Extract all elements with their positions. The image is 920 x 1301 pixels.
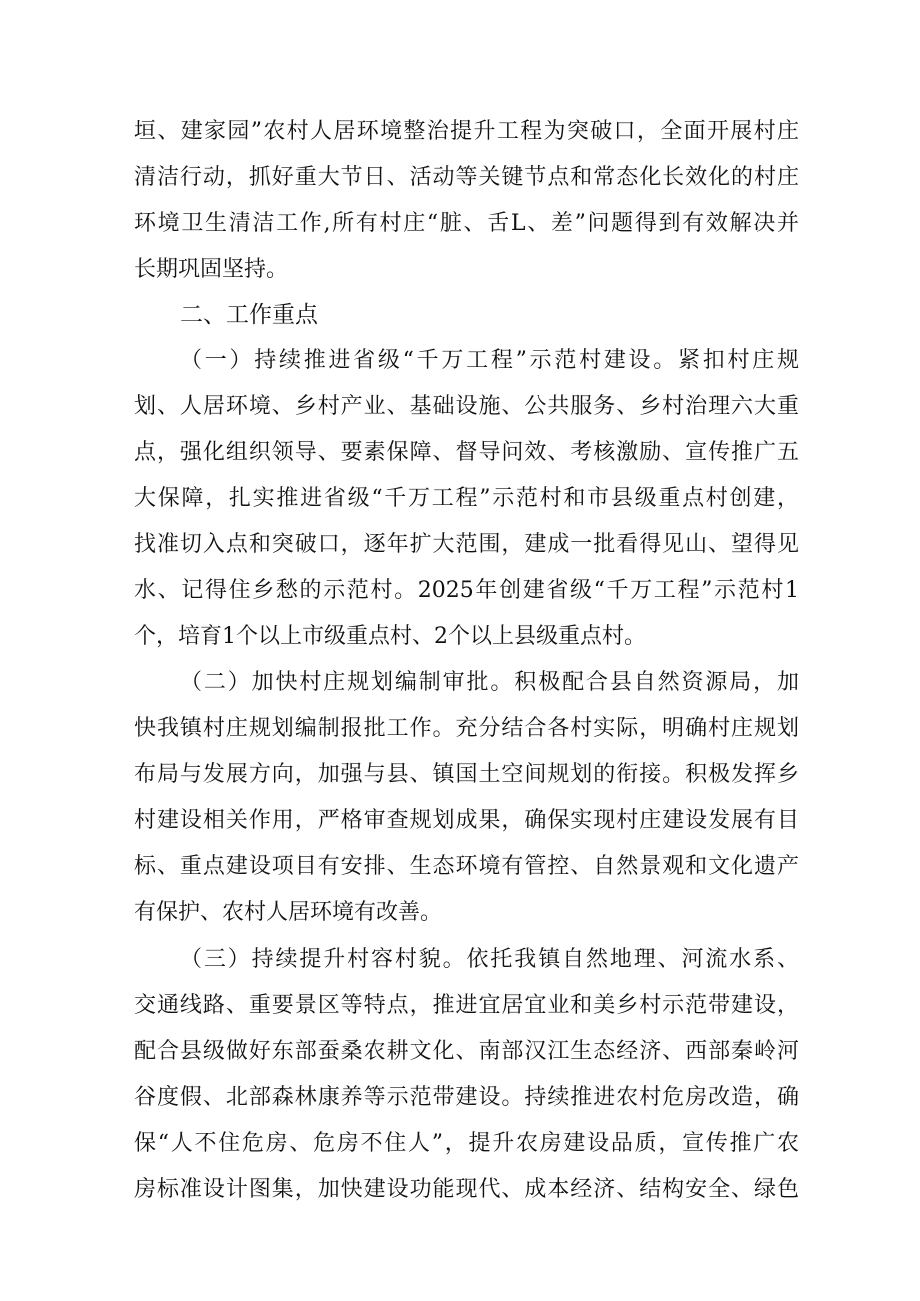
text-line: 划、人居环境、乡村产业、基础设施、公共服务、乡村治理六大重 xyxy=(134,394,799,419)
text-line: 水、记得住乡愁的示范村。2025年创建省级“千万工程”示范村1 xyxy=(134,578,799,603)
text-line: 大保障，扎实推进省级“千万工程”示范村和市县级重点村创建， xyxy=(134,486,799,511)
text-line: 布局与发展方向，加强与县、镇国土空间规划的衔接。积极发挥乡 xyxy=(134,762,799,787)
section-heading: 二、工作重点 xyxy=(180,302,318,328)
text-line: 配合县级做好东部蚕桑农耕文化、南部汉江生态经济、西部秦岭河 xyxy=(134,1039,799,1064)
text-line: （二）加快村庄规划编制审批。积极配合县自然资源局，加 xyxy=(180,670,799,695)
text-line: 保“人不住危房、危房不住人”，提升农房建设品质，宣传推广农 xyxy=(134,1131,799,1156)
text-line: （三）持续提升村容村貌。依托我镇自然地理、河流水系、 xyxy=(180,947,799,972)
text-line: 找准切入点和突破口，逐年扩大范围，建成一批看得见山、望得见 xyxy=(134,532,799,557)
text-line: 快我镇村庄规划编制报批工作。充分结合各村实际，明确村庄规划 xyxy=(134,716,799,741)
text-line: 村建设相关作用，严格审查规划成果，确保实现村庄建设发展有目 xyxy=(134,808,799,833)
text-line: 谷度假、北部森林康养等示范带建设。持续推进农村危房改造，确 xyxy=(134,1085,799,1110)
text-line: 标、重点建设项目有安排、生态环境有管控、自然景观和文化遗产 xyxy=(134,854,799,879)
text-line: 垣、建家园”农村人居环境整治提升工程为突破口，全面开展村庄 xyxy=(134,119,799,144)
text-line: 个，培育1个以上市级重点村、2个以上县级重点村。 xyxy=(134,624,646,649)
text-line: 有保护、农村人居环境有改善。 xyxy=(134,900,443,925)
text-line: 环境卫生清洁工作,所有村庄“脏、舌L、差”问题得到有效解决并 xyxy=(134,211,799,236)
text-line: 长期巩固坚持。 xyxy=(134,257,289,282)
text-line: 点，强化组织领导、要素保障、督导问效、考核激励、宣传推广五 xyxy=(134,440,799,465)
text-line: 房标准设计图集，加快建设功能现代、成本经济、结构安全、绿色 xyxy=(134,1177,799,1202)
text-line: 交通线路、重要景区等特点，推进宜居宜业和美乡村示范带建设， xyxy=(134,993,799,1018)
text-line: 清洁行动，抓好重大节日、活动等关键节点和常态化长效化的村庄 xyxy=(134,165,799,190)
text-line: （一）持续推进省级“千万工程”示范村建设。紧扣村庄规 xyxy=(180,348,799,373)
